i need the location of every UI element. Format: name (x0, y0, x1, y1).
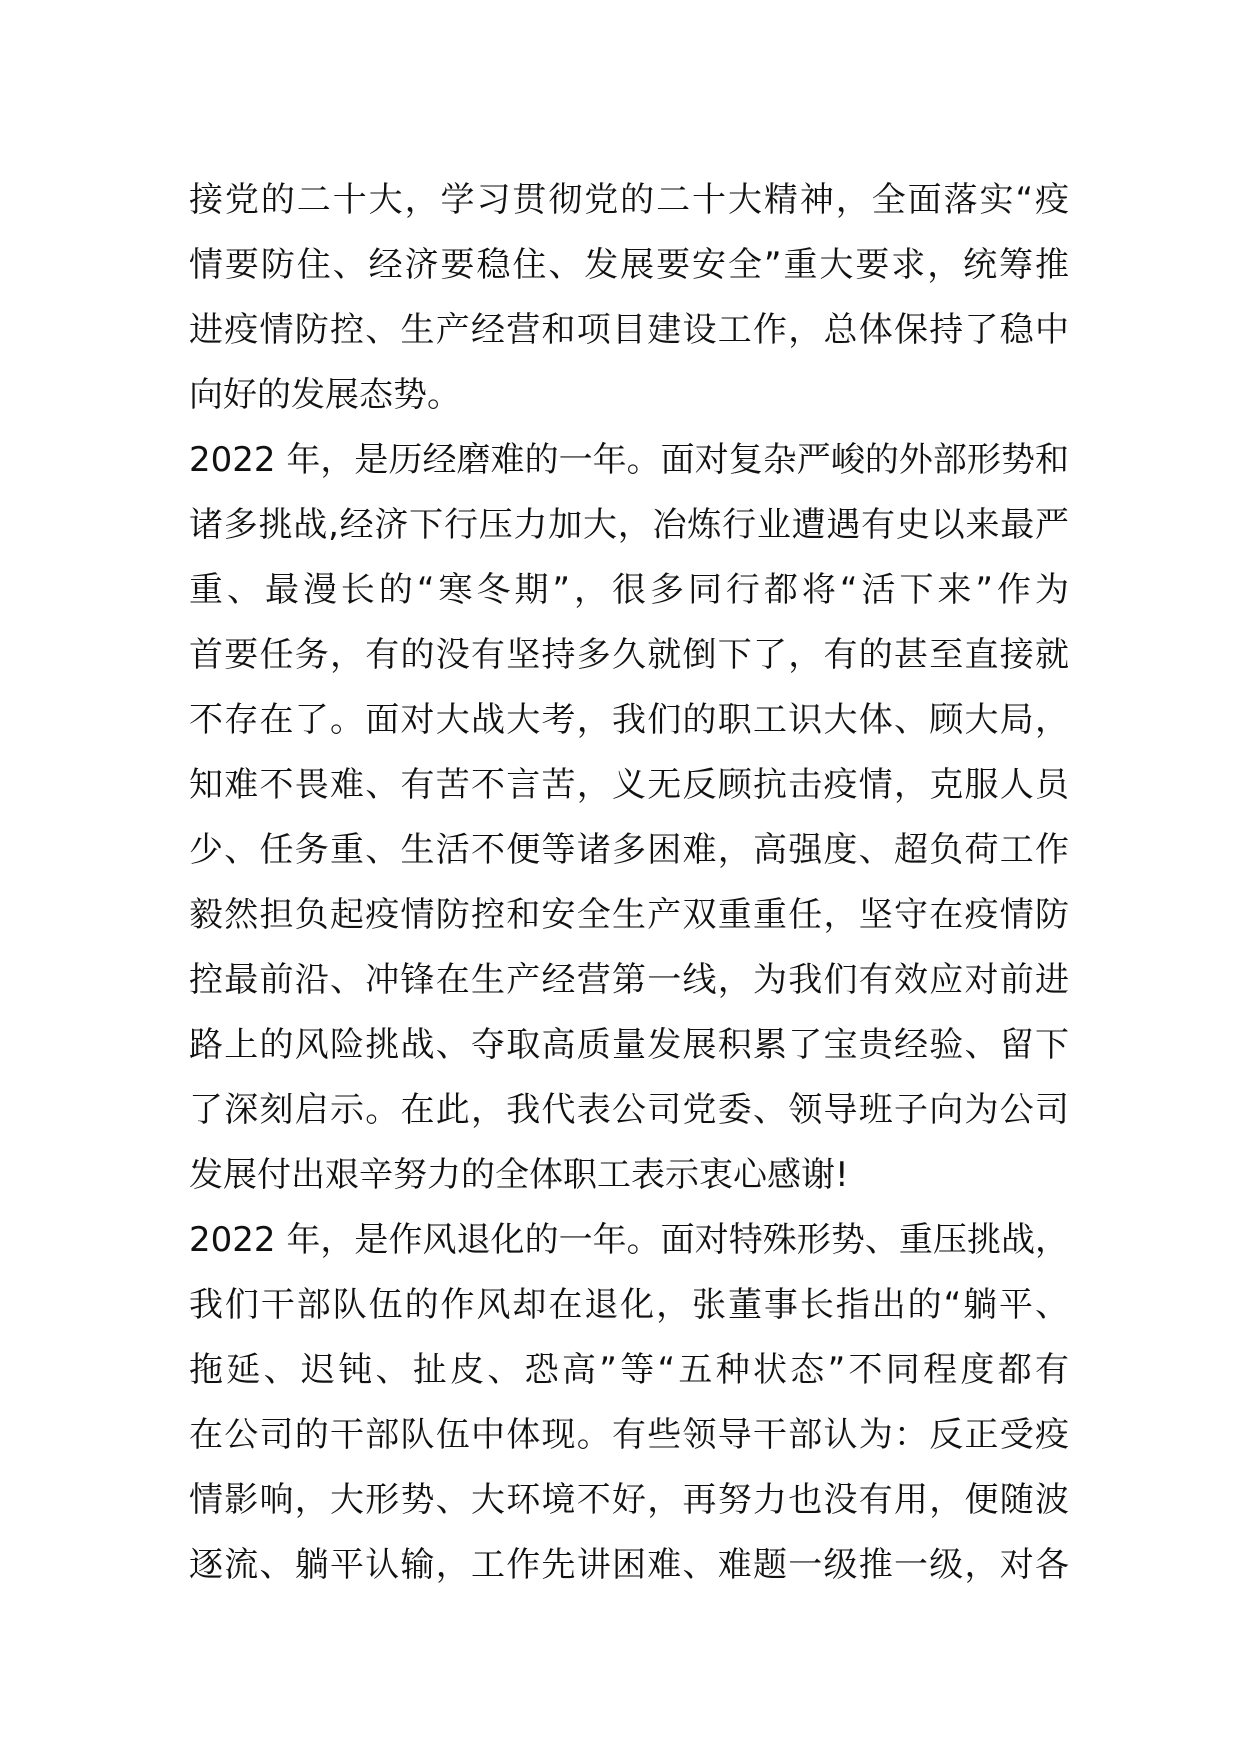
text-line: 少、任务重、生活不便等诸多困难，高强度、超负荷工作 (189, 830, 1069, 870)
paragraph-1 (189, 168, 1069, 428)
text-line: 拖延、迟钝、扯皮、恐高”等“五种状态”不同程度都有 (189, 1350, 1069, 1390)
text-line: 重、最漫长的“寒冬期”，很多同行都将“活下来”作为 (189, 570, 1069, 610)
text-line: 路上的风险挑战、夺取高质量发展积累了宝贵经验、留下 (189, 1025, 1069, 1065)
text-line: 2022 年，是作风退化的一年。面对特殊形势、重压挑战， (189, 1220, 1069, 1260)
text-line: 控最前沿、冲锋在生产经营第一线，为我们有效应对前进 (189, 960, 1069, 1000)
paragraph-2 (189, 428, 1069, 1208)
text-line: 2022 年，是历经磨难的一年。面对复杂严峻的外部形势和 (189, 440, 1069, 480)
text-line: 在公司的干部队伍中体现。有些领导干部认为：反正受疫 (189, 1415, 1069, 1455)
text-line: 情要防住、经济要稳住、发展要安全”重大要求，统筹推 (189, 245, 1069, 285)
text-line: 知难不畏难、有苦不言苦，义无反顾抗击疫情，克服人员 (189, 765, 1069, 805)
text-line: 了深刻启示。在此，我代表公司党委、领导班子向为公司 (189, 1090, 1069, 1130)
text-line: 诸多挑战,经济下行压力加大，冶炼行业遭遇有史以来最严 (189, 505, 1069, 545)
text-line: 首要任务，有的没有坚持多久就倒下了，有的甚至直接就 (189, 635, 1069, 675)
text-line: 不存在了。面对大战大考，我们的职工识大体、顾大局， (189, 700, 1069, 740)
text-line: 情影响，大形势、大环境不好，再努力也没有用，便随波 (189, 1480, 1069, 1520)
text-line: 发展付出艰辛努力的全体职工表示衷心感谢! (189, 1155, 849, 1195)
text-line: 毅然担负起疫情防控和安全生产双重重任，坚守在疫情防 (189, 895, 1069, 935)
text-line: 我们干部队伍的作风却在退化，张董事长指出的“躺平、 (189, 1285, 1069, 1325)
text-line: 接党的二十大，学习贯彻党的二十大精神，全面落实“疫 (189, 180, 1069, 220)
document-body (189, 168, 1069, 1598)
text-line: 进疫情防控、生产经营和项目建设工作，总体保持了稳中 (189, 310, 1069, 350)
text-line: 逐流、躺平认输，工作先讲困难、难题一级推一级，对各 (189, 1545, 1069, 1585)
text-line: 向好的发展态势。 (189, 375, 461, 415)
paragraph-3 (189, 1208, 1069, 1598)
